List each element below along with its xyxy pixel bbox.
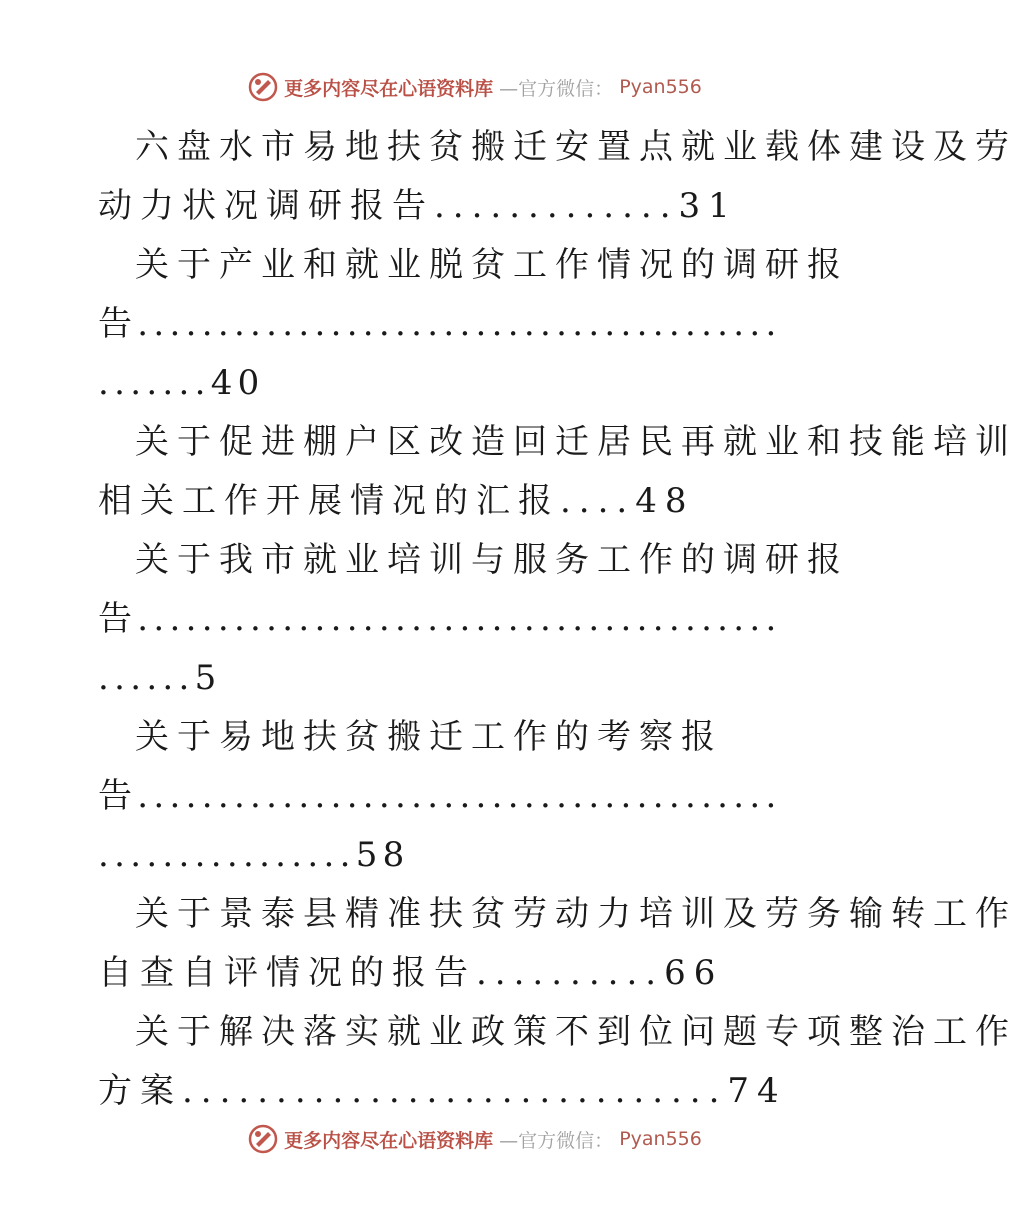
toc-line: 六盘水市易地扶贫搬迁安置点就业载体建设及劳 xyxy=(135,127,1017,167)
watermark-wechat-id: Pyan556 xyxy=(619,1128,702,1150)
toc-line: 关于促进棚户区改造回迁居民再就业和技能培训 xyxy=(135,422,1017,462)
toc-line: 关于景泰县精准扶贫劳动力培训及劳务输转工作 xyxy=(135,894,1017,934)
toc-line: .......40 xyxy=(98,363,265,403)
watermark-label: —官方微信： xyxy=(499,1129,614,1152)
footer-watermark xyxy=(0,1124,950,1154)
table-of-contents xyxy=(98,118,1017,1121)
toc-line: 关于易地扶贫搬迁工作的考察报 xyxy=(135,717,723,757)
toc-line: ......5 xyxy=(98,658,222,698)
toc-line: 相关工作开展情况的汇报....48 xyxy=(98,481,695,521)
toc-line: ................58 xyxy=(98,835,410,875)
toc-line: 关于解决落实就业政策不到位问题专项整治工作 xyxy=(135,1012,1017,1052)
toc-line: 自查自评情况的报告..........66 xyxy=(98,953,724,993)
brand-logo-icon xyxy=(248,72,278,102)
toc-line: 告........................................ xyxy=(98,599,782,639)
toc-line: 方案.............................74 xyxy=(98,1071,787,1111)
toc-line: 动力状况调研报告.............31 xyxy=(98,186,738,226)
toc-line: 关于我市就业培训与服务工作的调研报 xyxy=(135,540,849,580)
toc-line: 告........................................ xyxy=(98,304,782,344)
header-watermark xyxy=(0,72,950,102)
toc-line: 关于产业和就业脱贫工作情况的调研报 xyxy=(135,245,849,285)
watermark-brand: 更多内容尽在心语资料库 xyxy=(284,1129,494,1152)
watermark-label: —官方微信： xyxy=(499,77,614,100)
brand-logo-icon xyxy=(248,1124,278,1154)
watermark-wechat-id: Pyan556 xyxy=(619,76,702,98)
toc-line: 告........................................ xyxy=(98,776,782,816)
watermark-brand: 更多内容尽在心语资料库 xyxy=(284,77,494,100)
